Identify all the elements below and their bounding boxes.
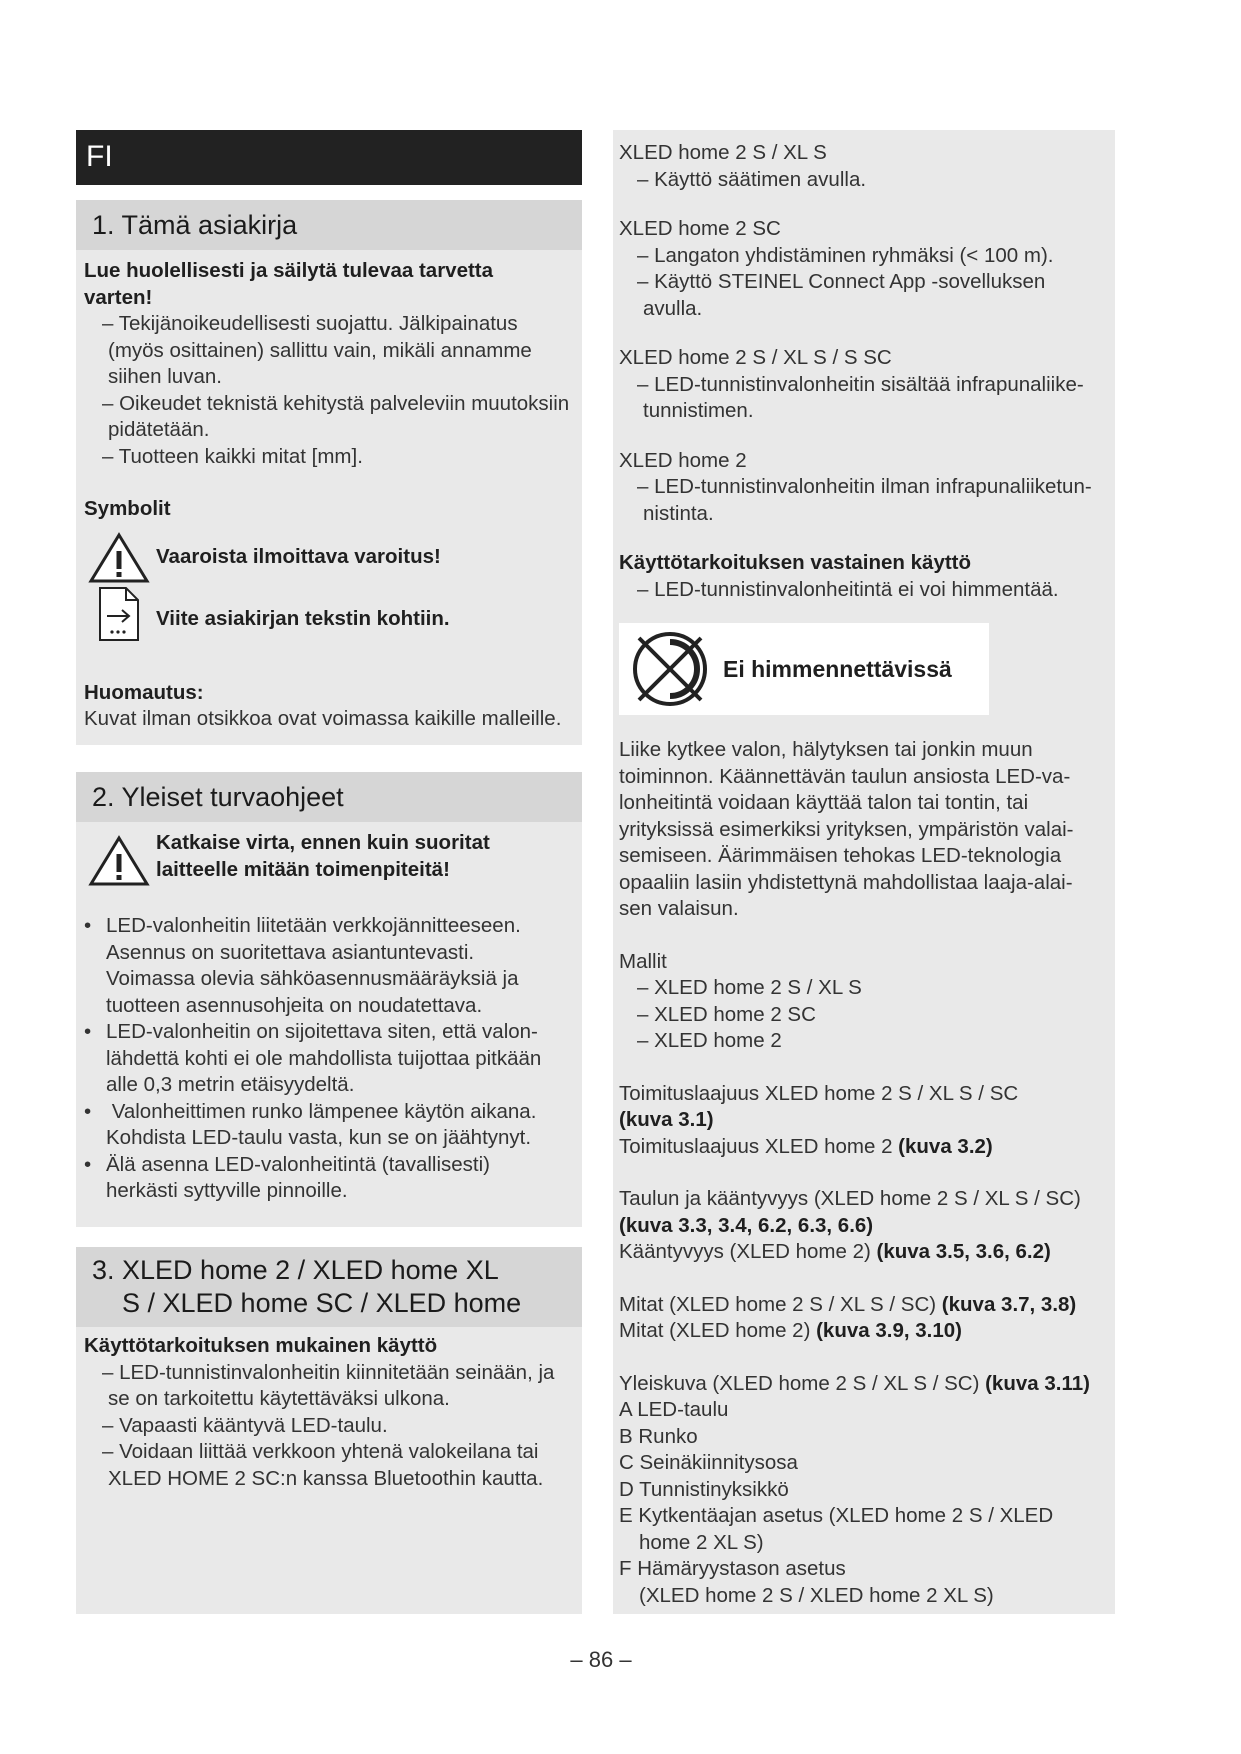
left-column	[76, 200, 582, 1614]
model-group: XLED home 2 SC – Langaton yhdistäminen ryhmäksi (< 100 m). – Käyttö STEINEL Connect App -sovelluksen avulla.	[619, 217, 1054, 320]
models-list: Mallit – XLED home 2 S / XL S – XLED home 2 SC – XLED home 2	[619, 949, 1113, 1055]
section-1-header	[76, 200, 582, 250]
bullet-item: • LED-valonheitin liitetään verkkojännitteeseen. Asennus on suoritettava asiantuntevasti. Voimassa olevia sähköasennusmääräyksiä ja tuotteen asennusohjeita on noudatettava.	[84, 914, 521, 1017]
page-number: – 86 –	[570, 1647, 632, 1672]
use-item: – LED-tunnistinvalonheitin kiinnitetään seinään, ja se on tarkoitettu käytettäväksi ulkona.	[102, 1360, 555, 1410]
bullet-item: • Älä asenna LED-valonheitintä (tavallisesti) herkästi syttyville pinnoille.	[84, 1152, 491, 1202]
list-item: B Runko	[619, 1424, 698, 1448]
section-2-title: 2. Yleiset turvaohjeet	[92, 782, 344, 812]
model-group: XLED home 2 – LED-tunnistinvalonheitin ilman infrapunaliiketun- nistinta.	[619, 448, 1092, 525]
dimensions: Mitat (XLED home 2 S / XL S / SC) (kuva 3.7, 3.8) Mitat (XLED home 2) (kuva 3.9, 3.10)	[619, 1292, 1077, 1342]
safety-bullets	[84, 913, 579, 1205]
document-reference-icon	[98, 586, 140, 642]
overview: Yleiskuva (XLED home 2 S / XL S / SC) (kuva 3.11) A LED-taulu B Runko C Seinäkiinnitysosa D Tunnistinyksikkö E Kytkentäajan asetus (XLED home 2 S / XLED home 2 XL S) F Hämäryystason asetus (XLED home 2 S / XLED home 2 XL S)	[619, 1371, 1113, 1610]
language-tab	[76, 130, 582, 185]
section-3-title: 3. XLED home 2 / XLED home XL	[92, 1255, 499, 1285]
scope-of-delivery: Toimituslaajuus XLED home 2 S / XL S / SC (kuva 3.1) Toimituslaajuus XLED home 2 (kuva 3.2)	[619, 1081, 1019, 1158]
warning-label: Vaaroista ilmoittava varoitus!	[156, 545, 441, 568]
use-item: – Voidaan liittää verkkoon yhtenä valokeilana tai XLED HOME 2 SC:n kanssa Bluetoothin kautta.	[102, 1440, 544, 1490]
list-item: D Tunnistinyksikkö	[619, 1477, 789, 1501]
list-item: C Seinäkiinnitysosa	[619, 1451, 798, 1474]
note-text: Kuvat ilman otsikkoa ovat voimassa kaikille malleille.	[84, 707, 562, 730]
not-dimmable-box	[619, 623, 989, 715]
symbols-title: Symbolit	[84, 497, 171, 520]
model-group: XLED home 2 S / XL S / S SC – LED-tunnistinvalonheitin sisältää infrapunaliike- tunnistimen.	[619, 346, 1084, 422]
right-body-lower	[619, 737, 1113, 1609]
list-item: – XLED home 2 S / XL S	[637, 976, 862, 999]
use-item: – Vapaasti kääntyvä LED-taulu.	[102, 1413, 388, 1437]
model-group: XLED home 2 S / XL S – Käyttö säätimen avulla.	[619, 141, 867, 191]
warning-triangle-icon	[88, 835, 150, 887]
section-2-header	[76, 772, 582, 822]
improper-use: Käyttötarkoituksen vastainen käyttö – LED-tunnistinvalonheitintä ei voi himmentää.	[619, 550, 1113, 603]
description: Liike kytkee valon, hälytyksen tai jonkin muun toiminnon. Käännettävän taulun ansiosta LED-va- lonheitintä voidaan käyttää talon tai tontin, tai yrityksissä esimerkiksi yrityksen, ympäristön valai- semiseen. Äärimmäisen tehokas LED-teknologia opaaliin lasiin yhdistettynä mahdollistaa laaja-alai- sen valaisun.	[619, 738, 1074, 920]
improper-use-title: Käyttötarkoituksen vastainen käyttö	[619, 551, 972, 574]
list-item: – XLED home 2	[637, 1029, 782, 1052]
section-1-body: Lue huolellisesti ja säilytä tulevaa tarvetta varten! – Tekijänoikeudellisesti suojattu. Jälkipainatus (myös osittainen) sallittu vain, mikäli annamme siihen luvan. – Oikeudet teknistä kehitystä palveleviin muutoksiin pidätetään. – Tuotteen kaikki mitat [mm]. Symbolit	[84, 258, 579, 523]
bullet-item: • LED-valonheitin on sijoitettava siten, että valon- lähdettä kohti ei ole mahdollista tuijottaa pitkään alle 0,3 metrin etäisyydeltä.	[84, 1020, 542, 1096]
list-item: – XLED home 2 SC	[637, 1002, 816, 1026]
list-item: E Kytkentäajan asetus (XLED home 2 S / XLED	[619, 1504, 1054, 1527]
no-dimming-icon	[629, 628, 711, 710]
copyright-item: – Tekijänoikeudellisesti suojattu. Jälkipainatus (myös osittainen) sallittu vain, mikäli annamme siihen luvan.	[102, 312, 532, 388]
reference-label: Viite asiakirjan tekstin kohtiin.	[156, 607, 450, 630]
bullet-item: • Valonheittimen runko lämpenee käytön aikana. Kohdista LED-taulu vasta, kun se on jäähtynyt.	[84, 1099, 537, 1149]
panel-rotation: Taulun ja kääntyvyys (XLED home 2 S / XL S / SC) (kuva 3.3, 3.4, 6.2, 6.3, 6.6) Kääntyvyys (XLED home 2) (kuva 3.5, 3.6, 6.2)	[619, 1187, 1081, 1263]
list-item: A LED-taulu	[619, 1398, 729, 1421]
safety-warning: Katkaise virta, ennen kuin suoritat laitteelle mitään toimenpiteitä!	[156, 831, 490, 881]
right-column	[613, 130, 1115, 1614]
warning-triangle-icon	[88, 532, 150, 584]
list-item: F Hämäryystason asetus	[619, 1557, 846, 1580]
right-body	[619, 140, 1113, 603]
section-1-title: 1. Tämä asiakirja	[92, 210, 298, 240]
rights-item: – Oikeudet teknistä kehitystä palveleviin muutoksiin pidätetään.	[102, 391, 570, 441]
dimensions-item: – Tuotteen kaikki mitat [mm].	[102, 444, 363, 468]
not-dimmable-label: Ei himmennettävissä	[723, 656, 952, 682]
section-3-header: 3. XLED home 2 / XLED home XL S / XLED home SC / XLED home	[76, 1247, 582, 1327]
read-carefully-text: Lue huolellisesti ja säilytä tulevaa tarvetta	[84, 259, 494, 282]
note-title: Huomautus:	[84, 681, 204, 704]
section-3-body	[84, 1333, 579, 1492]
language-label: FI	[86, 140, 113, 173]
intended-use-title: Käyttötarkoituksen mukainen käyttö	[84, 1334, 438, 1357]
